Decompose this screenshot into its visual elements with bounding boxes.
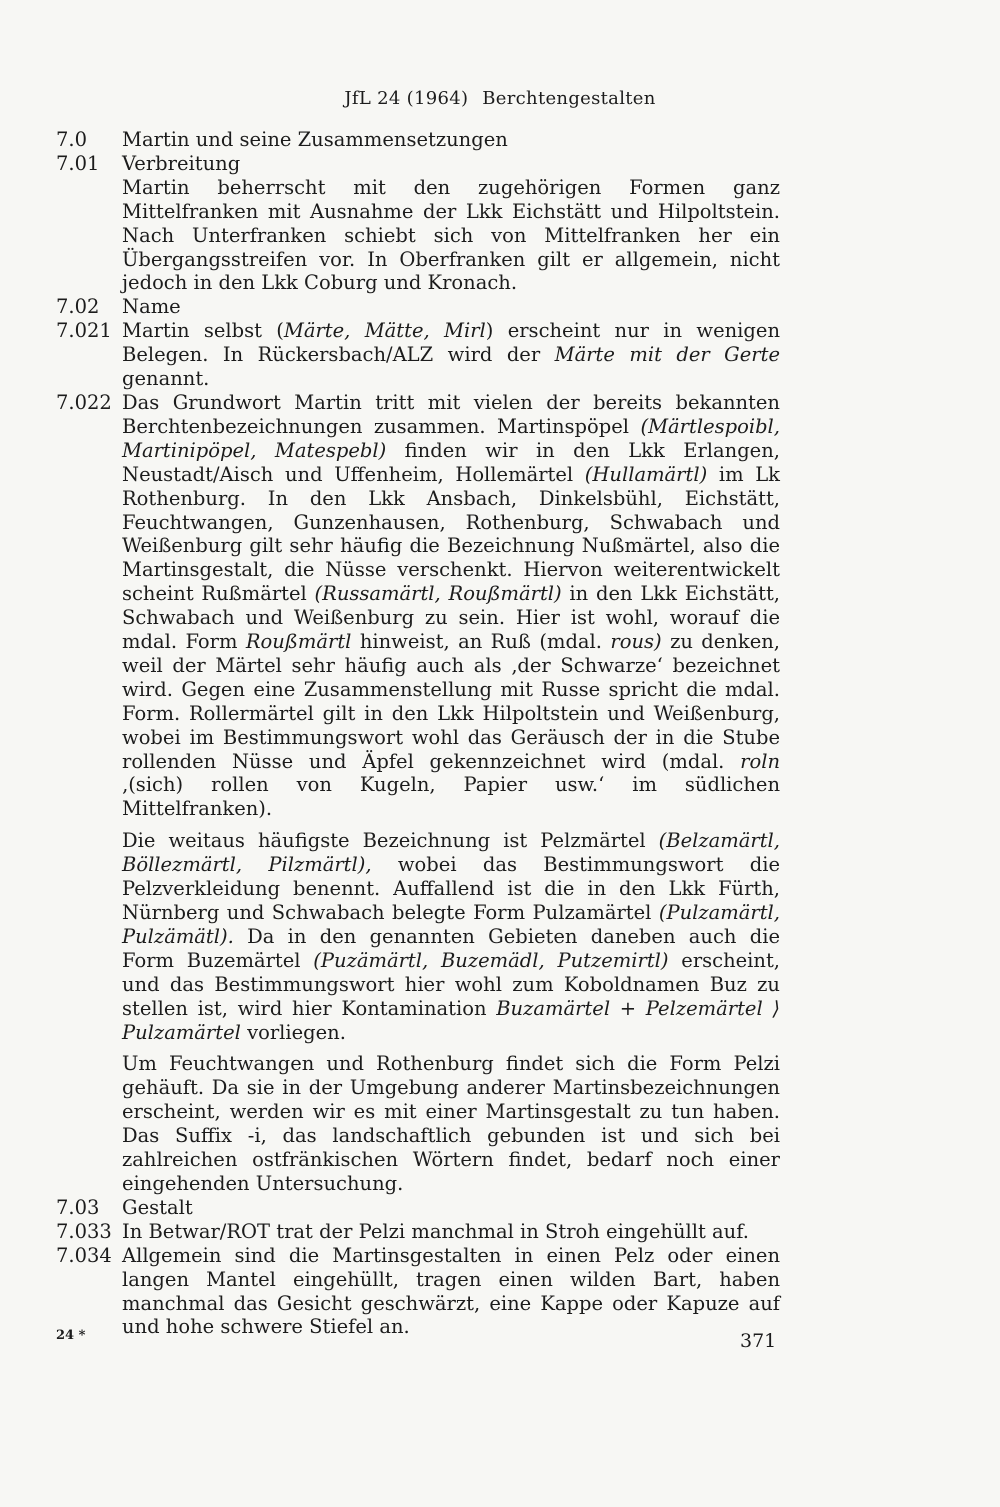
section-heading: Gestalt bbox=[122, 1195, 193, 1219]
main-text bbox=[56, 128, 780, 1339]
section-heading: Verbreitung bbox=[122, 151, 241, 175]
paragraph-grundwort: Das Grundwort Martin tritt mit vielen der bereits bekannten Berchtenbezeichnungen zusammen. Martinspöpel (Märtlespoibl, Martinipöpel, Matespebl) finden wir in den Lkk Erlangen, Neustadt/Aisch und Uffenheim, Hollemärtel (Hullamärtl) im Lk Rothenburg. In den Lkk Ansbach, Dinkelsbühl, Eichstätt, Feuchtwangen, Gunzenhausen, Rothenburg, Schwabach und Weißenburg gilt sehr häufig die Bezeichnung Nußmärtel, also die Martinsgestalt, die Nüsse verschenkt. Hiervon weiterentwickelt scheint Rußmärtel (Russamärtl, Roußmärtl) in den Lkk Eichstätt, Schwabach und Weißenburg zu sein. Hier ist wohl, worauf die mdal. Form Roußmärtl hinweist, an Ruß (mdal. rous) zu denken, weil der Märtel sehr häufig auch als ‚der Schwarze‘ bezeichnet wird. Gegen eine Zusammenstellung mit Russe spricht die mdal. Form. Rollermärtel gilt in den Lkk Hilpoltstein und Weißenburg, wobei im Bestimmungswort wohl das Geräusch der in die Stube rollenden Nüsse und Äpfel gekennzeichnet wird (mdal. roln ‚(sich) rollen von Kugeln, Papier usw.‘ im südlichen Mittelfranken). bbox=[122, 390, 780, 821]
running-header bbox=[0, 88, 1000, 109]
paragraph-pelzi: Um Feuchtwangen und Rothenburg findet sich die Form Pelzi gehäuft. Da sie in der Umgebung anderer Martinsbezeichnungen erscheint, werden wir es mit einer Martinsgestalt zu tun haben. Das Suffix -i, das landschaftlich gebunden ist und sich bei zahlreichen ostfränkischen Wörtern findet, bedarf noch einer eingehenden Untersuchung. bbox=[122, 1052, 780, 1195]
section-7-034 bbox=[56, 1244, 780, 1340]
section-number: 7.0 bbox=[56, 128, 88, 151]
journal-reference: JfL 24 (1964) bbox=[344, 88, 469, 109]
paragraph-betwar: In Betwar/ROT trat der Pelzi manchmal in Stroh eingehüllt auf. bbox=[122, 1219, 749, 1243]
section-number: 7.01 bbox=[56, 151, 100, 175]
section-7-022 bbox=[56, 391, 780, 821]
paragraph-allgemein: Allgemein sind die Martinsgestalten in einen Pelz oder einen langen Mantel eingehüllt, tragen einen wilden Bart, haben manchmal das Gesicht geschwärzt, eine Kappe oder Kapuze auf und hohe schwere Stiefel an. bbox=[122, 1243, 780, 1339]
section-heading: Name bbox=[122, 295, 181, 319]
section-number: 7.022 bbox=[56, 390, 112, 414]
section-7-0 bbox=[56, 128, 780, 152]
section-number: 7.03 bbox=[56, 1195, 100, 1219]
section-number: 7.033 bbox=[56, 1219, 112, 1243]
section-7-033 bbox=[56, 1220, 780, 1244]
section-7-01 bbox=[56, 152, 780, 176]
paragraph-pelzmaertel: Die weitaus häufigste Bezeichnung ist Pelzmärtel (Belzamärtl, Böllezmärtl, Pilzmärtl), wobei das Bestimmungswort die Pelzverkleidung benennt. Auffallend ist die in den Lkk Fürth, Nürnberg und Schwabach belegte Form Pulzamärtel (Pulzamärtl, Pulzämätl). Da in den genannten Gebieten daneben auch die Form Buzemärtel (Puzämärtl, Buzemädl, Putzemirtl) erscheint, und das Bestimmungswort hier wohl zum Koboldnamen Buz zu stellen ist, wird hier Kontamination Buzamärtel + Pelzemärtel ⟩ Pulzamärtel vorliegen. bbox=[122, 829, 780, 1044]
header-title: Berchtengestalten bbox=[482, 88, 656, 109]
section-7-03 bbox=[56, 1196, 780, 1220]
section-number: 7.021 bbox=[56, 319, 112, 343]
section-number: 7.02 bbox=[56, 295, 100, 319]
paragraph-martin-selbst: Martin selbst (Märte, Mätte, Mirl) erscheint nur in wenigen Belegen. In Rückersbach/ALZ wird der Märte mit der Gerte genannt. bbox=[122, 319, 781, 391]
section-7-02 bbox=[56, 295, 780, 319]
section-number: 7.034 bbox=[56, 1243, 112, 1267]
section-heading: Martin und seine Zusammensetzungen bbox=[122, 128, 508, 151]
signature-mark: 24 * bbox=[56, 1328, 86, 1343]
page-number: 371 bbox=[740, 1330, 777, 1352]
paragraph-verbreitung: Martin beherrscht mit den zugehörigen Formen ganz Mittelfranken mit Ausnahme der Lkk Eichstätt und Hilpoltstein. Nach Unterfranken schiebt sich von Mittelfranken her ein Übergangsstreifen vor. In Oberfranken gilt er allgemein, nicht jedoch in den Lkk Coburg und Kronach. bbox=[122, 175, 780, 295]
section-7-021 bbox=[56, 319, 780, 391]
